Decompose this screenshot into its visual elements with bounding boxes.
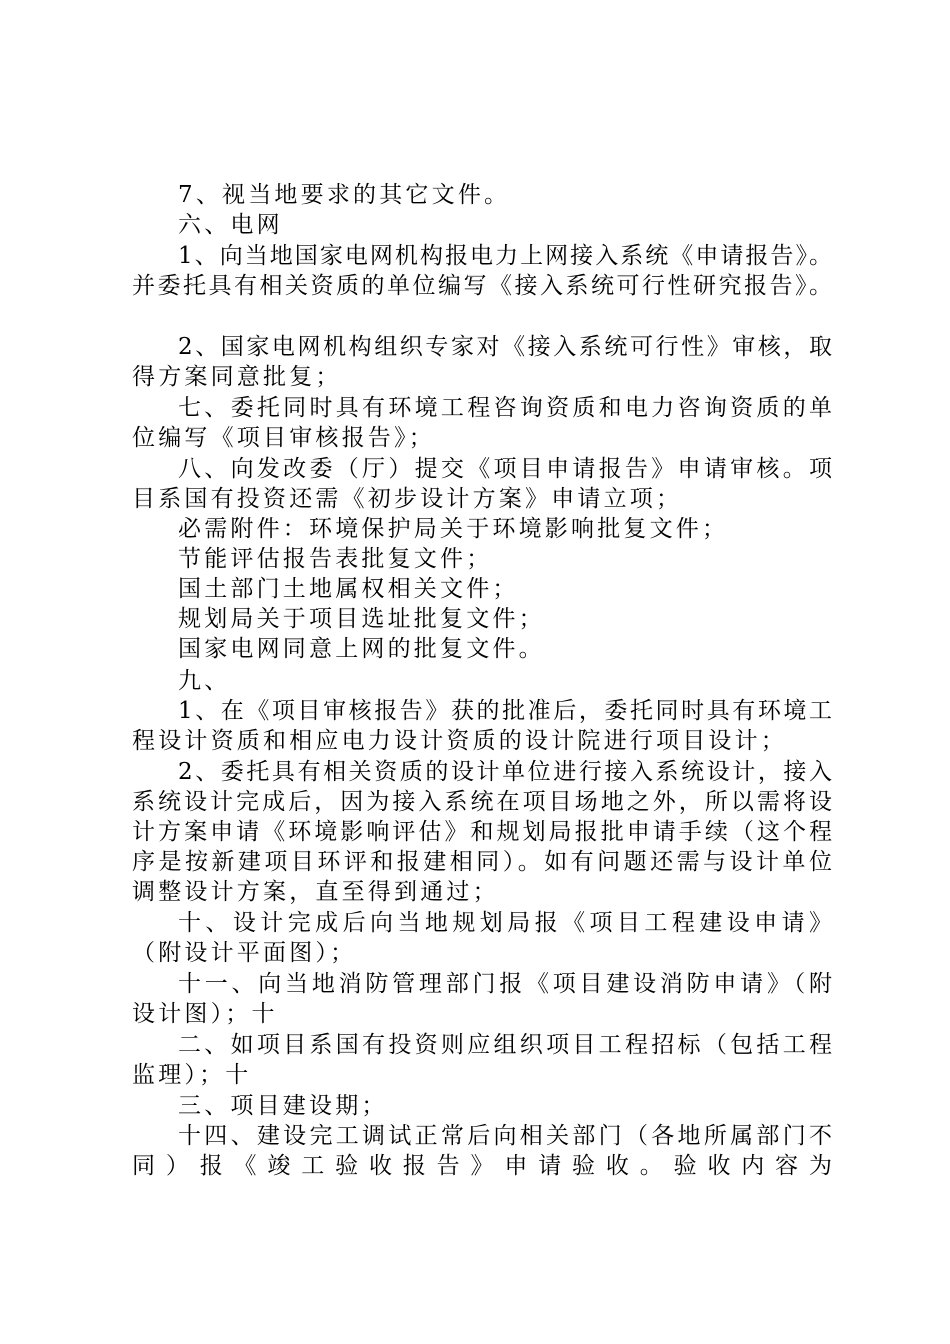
text-line: 2、委托具有相关资质的设计单位进行接入系统设计，接入: [178, 759, 832, 785]
text-line: 十一、向当地消防管理部门报《项目建设消防申请》（附: [178, 971, 832, 997]
section-heading: 六、电网: [178, 212, 283, 238]
text-line: 位编写《项目审核报告》；: [132, 425, 435, 451]
text-line: 1、在《项目审核报告》获的批准后，委托同时具有环境工: [178, 698, 832, 724]
text-line: 并委托具有相关资质的单位编写《接入系统可行性研究报告》。: [132, 273, 832, 299]
text-line: 七、委托同时具有环境工程咨询资质和电力咨询资质的单: [178, 395, 832, 421]
text-line: 7、视当地要求的其它文件。: [178, 182, 511, 208]
text-line: 监理）；十: [132, 1062, 252, 1088]
text-line: 序是按新建项目环评和报建相同）。如有问题还需与设计单位: [132, 849, 832, 875]
text-line: 必需附件：环境保护局关于环境影响批复文件；: [178, 516, 729, 542]
text-line: 程设计资质和相应电力设计资质的设计院进行项目设计；: [132, 728, 787, 754]
text-line: 十四、建设完工调试正常后向相关部门（各地所属部门不: [178, 1123, 832, 1149]
text-line: 系统设计完成后，因为接入系统在项目场地之外，所以需将设: [132, 789, 832, 815]
text-line: 1、向当地国家电网机构报电力上网接入系统《申请报告》。: [178, 243, 832, 269]
text-line: 节能评估报告表批复文件；: [178, 546, 493, 572]
text-line: 调整设计方案，直至得到通过；: [132, 879, 499, 905]
text-line: 十、设计完成后向当地规划局报《项目工程建设申请》: [178, 910, 832, 936]
text-line: （附设计平面图）；: [132, 940, 357, 966]
text-line: 同）报《竣工验收报告》申请验收。验收内容为: [132, 1153, 832, 1179]
text-line: 计方案申请《环境影响评估》和规划局报批申请手续（这个程: [132, 819, 832, 845]
text-line: 2、国家电网机构组织专家对《接入系统可行性》审核，取: [178, 334, 832, 360]
text-line: 设计图）；十: [132, 1001, 278, 1027]
text-line: 二、如项目系国有投资则应组织项目工程招标（包括工程: [178, 1032, 832, 1058]
text-line: 国家电网同意上网的批复文件。: [178, 636, 545, 662]
section-heading: 九、: [178, 668, 231, 694]
text-line: 三、项目建设期；: [178, 1093, 388, 1119]
text-line: 规划局关于项目选址批复文件；: [178, 606, 545, 632]
text-line: 国土部门土地属权相关文件；: [178, 576, 519, 602]
text-line: 目系国有投资还需《初步设计方案》申请立项；: [132, 486, 683, 512]
text-line: 八、向发改委（厅）提交《项目申请报告》申请审核。项: [178, 456, 832, 482]
text-line: 得方案同意批复；: [132, 364, 342, 390]
